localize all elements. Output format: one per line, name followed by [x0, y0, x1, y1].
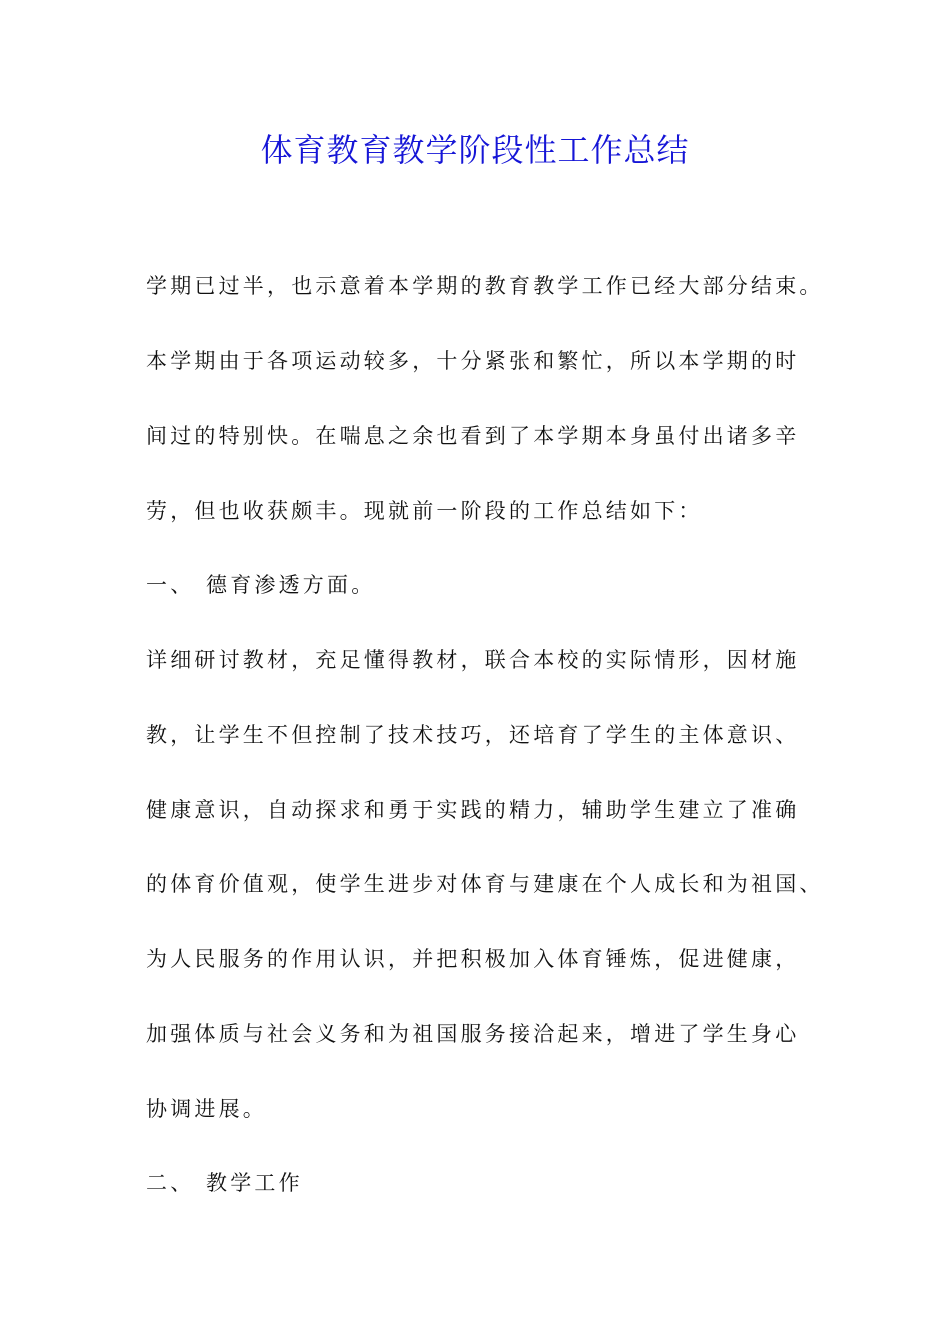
paragraph-line: 学期已过半，也示意着本学期的教育教学工作已经大部分结束。 — [146, 274, 824, 298]
paragraph-line: 本学期由于各项运动较多，十分紧张和繁忙，所以本学期的时 — [146, 349, 800, 373]
paragraph-line: 教，让学生不但控制了技术技巧，还培育了学生的主体意识、 — [146, 723, 800, 747]
paragraph-line: 间过的特别快。在喘息之余也看到了本学期本身虽付出诸多辛 — [146, 424, 800, 448]
section-title: 教学工作 — [206, 1171, 303, 1195]
paragraph-line: 健康意识，自动探求和勇于实践的精力，辅助学生建立了准确 — [146, 798, 800, 822]
paragraph-line: 协调进展。 — [146, 1097, 267, 1121]
paragraph-line: 详细研讨教材，充足懂得教材，联合本校的实际情形，因材施 — [146, 648, 800, 672]
paragraph-line: 的体育价值观，使学生进步对体育与建康在个人成长和为祖国、 — [146, 872, 824, 896]
section-heading-1 — [146, 570, 826, 600]
document-title: 体育教育教学阶段性工作总结 — [260, 131, 690, 169]
section-title: 德育渗透方面。 — [206, 573, 376, 597]
section-number: 二、 — [146, 1171, 195, 1195]
section-number: 一、 — [146, 573, 195, 597]
paragraph-line: 为人民服务的作用认识，并把积极加入体育锤炼，促进健康， — [146, 947, 800, 971]
section-heading-2 — [146, 1168, 826, 1198]
paragraph-line: 加强体质与社会义务和为祖国服务接洽起来，增进了学生身心 — [146, 1022, 800, 1046]
paragraph-line: 劳，但也收获颇丰。现就前一阶段的工作总结如下： — [146, 499, 703, 523]
